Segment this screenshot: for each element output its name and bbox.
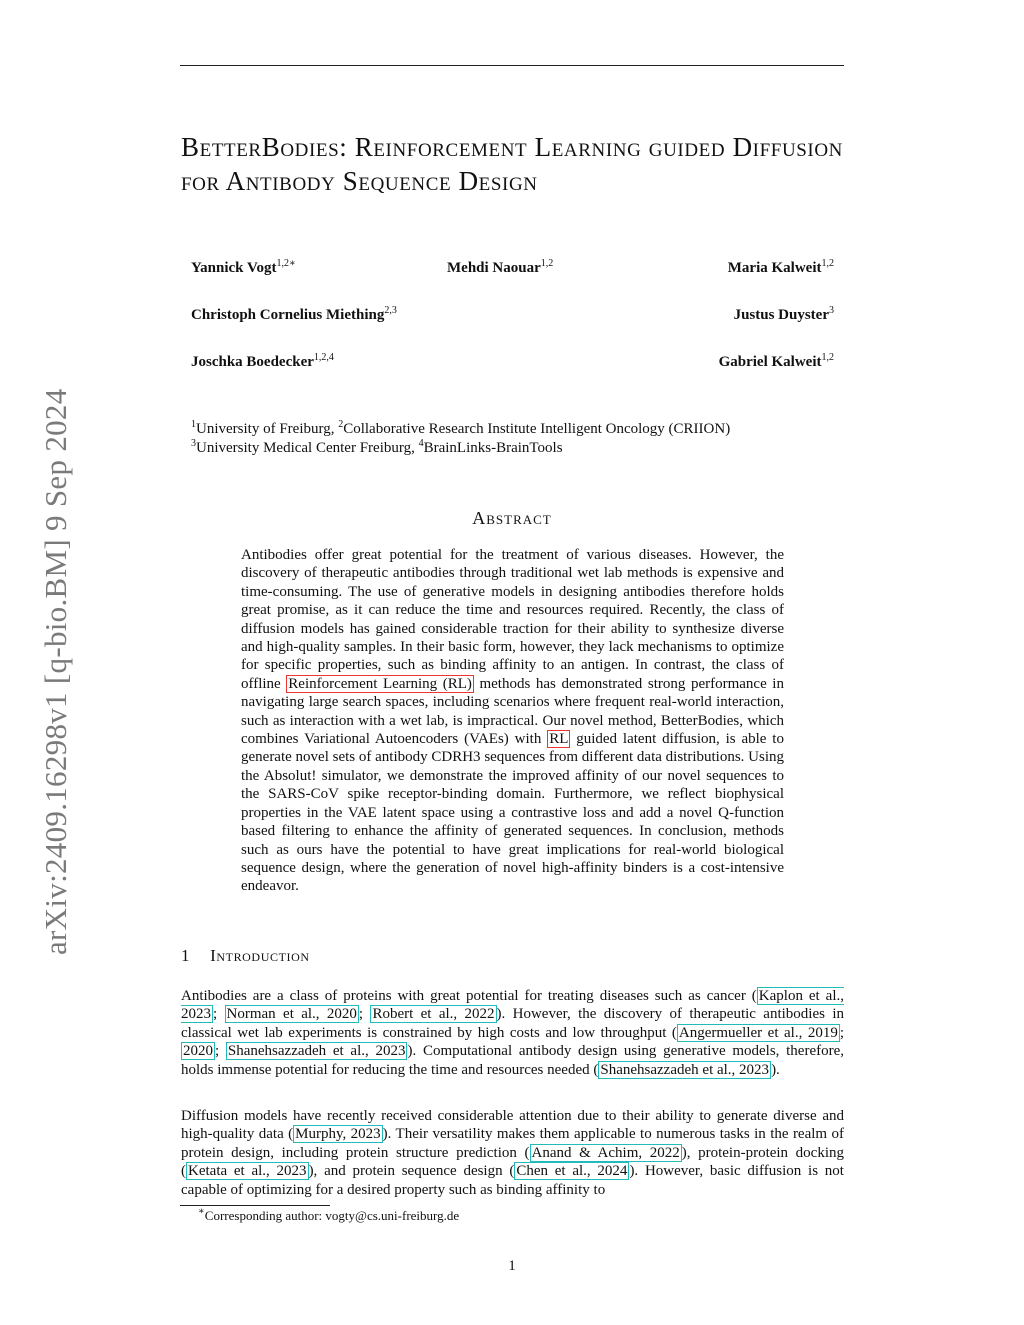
author-2: Mehdi Naouar$^{1,2}$ [447, 258, 554, 276]
citation-link[interactable]: Ketata et al., 2023 [188, 1163, 307, 1180]
citation-link[interactable]: Anand & Achim, 2022 [531, 1144, 680, 1161]
citation-link[interactable]: Angermueller et al., 2019 [678, 1024, 838, 1041]
citation-link[interactable]: Shanehsazzadeh et al., 2023 [600, 1061, 770, 1078]
footnote-corresponding-author: ∗Corresponding author: vogty@cs.uni-freiburg.de [198, 1206, 460, 1223]
citation-link[interactable]: Norman et al., 2020 [226, 1006, 357, 1023]
author-1: Yannick Vogt$^{1,2∗}$ [191, 258, 296, 276]
author-4: Christoph Cornelius Miething$^{2,3}$ [191, 305, 397, 323]
link-rl-short[interactable]: RL [549, 731, 569, 748]
author-7: Gabriel Kalweit$^{1,2}$ [718, 352, 834, 370]
citation-link[interactable]: Shanehsazzadeh et al., 2023 [227, 1043, 406, 1060]
section-heading-introduction: 1 Introduction [181, 946, 310, 965]
author-5: Justus Duyster$^3$ [733, 305, 834, 323]
header-rule [180, 65, 844, 66]
link-rl-acronym[interactable]: Reinforcement Learning (RL) [288, 675, 472, 692]
citation-link[interactable]: Murphy, 2023 [295, 1126, 381, 1143]
page-number: 1 [508, 1258, 516, 1274]
abstract-heading: Abstract [472, 508, 552, 528]
abstract-body: Antibodies offer great potential for the treatment of various diseases. However, the discovery of therapeutic antibodies through traditional wet lab methods is expensive and time-consuming. The use of generative models in designing antibodies therefore holds great promise, as it can reduce the time and resources required. Recently, the class of diffusion models has gained considerable traction for their ability to synthesize diverse and high-quality samples. In their basic form, however, they lack mechanisms to optimize for specific properties, such as binding affinity to an antigen. In contrast, the class of offline Reinforcement Learning (RL) methods has demonstrated strong performance in navigating large search spaces, including scenarios where frequent real-world interaction, such as interaction with a wet lab, is impractical. Our novel method, BetterBodies, which combines Variational Autoencoders (VAEs) with RL guided latent diffusion, is able to generate novel sets of antibody CDRH3 sequences from different data distributions. Using the Absolut! simulator, we demonstrate the improved affinity of our novel sequences to the SARS-CoV spike receptor-binding domain. Furthermore, we reflect biophysical properties in the VAE latent space using a contrastive loss and add a novel Q-function based filtering to enhance the affinity of generated sequences. In conclusion, methods such as ours have the potential to have great implications for real-world biological sequence design, where the generation of novel high-affinity binders is a cost-intensive endeavor. [241, 547, 784, 895]
author-6: Joschka Boedecker$^{1,2,4}$ [191, 352, 334, 370]
citation-link[interactable]: Chen et al., 2024 [516, 1163, 628, 1180]
citation-link[interactable]: Kaplon et al., 2023 [181, 988, 844, 1023]
intro-paragraph-1: Antibodies are a class of proteins with great potential for treating diseases such as cancer ( Kaplon et al., 2023 ; Norman et al., 2020 ; Robert et al., 2022 ). However, the discovery of therapeutic antibodies in classical wet lab experiments is constrained by high costs and low throughput ( Angermueller et al., 2019 ; 2020 ; Shanehsazzadeh et al., 2023 ). Computational antibody design using generative models, therefore, holds immense potential for reducing the time and resources needed ( Shanehsazzadeh et al., 2023 ). [181, 988, 844, 1078]
arxiv-identifier: arXiv:2409.16298v1 [q-bio.BM] 9 Sep 2024 [38, 388, 73, 955]
affiliation-line-2: $^3$University Medical Center Freiburg, $^4$BrainLinks-BrainTools [191, 438, 563, 456]
affiliation-line-1: $^1$University of Freiburg, $^2$Collaborative Research Institute Intelligent Oncology (CRIION) [191, 419, 731, 437]
citation-link[interactable]: Robert et al., 2022 [372, 1006, 495, 1023]
citation-link[interactable]: 2020 [183, 1043, 213, 1060]
author-3: Maria Kalweit$^{1,2}$ [727, 258, 834, 276]
paper-title: BetterBodies: Reinforcement Learning guided Diffusion for Antibody Sequence Design [181, 132, 843, 196]
intro-paragraph-2: Diffusion models have recently received considerable attention due to their ability to generate diverse and high-quality data ( Murphy, 2023 ). Their versatility makes them applicable to numerous tasks in the realm of protein design, including protein structure prediction ( Anand & Achim, 2022 ), protein-protein docking ( Ketata et al., 2023 ), and protein sequence design ( Chen et al., 2024 ). However, basic diffusion is not capable of optimizing for a desired property such as binding affinity to [181, 1108, 844, 1198]
